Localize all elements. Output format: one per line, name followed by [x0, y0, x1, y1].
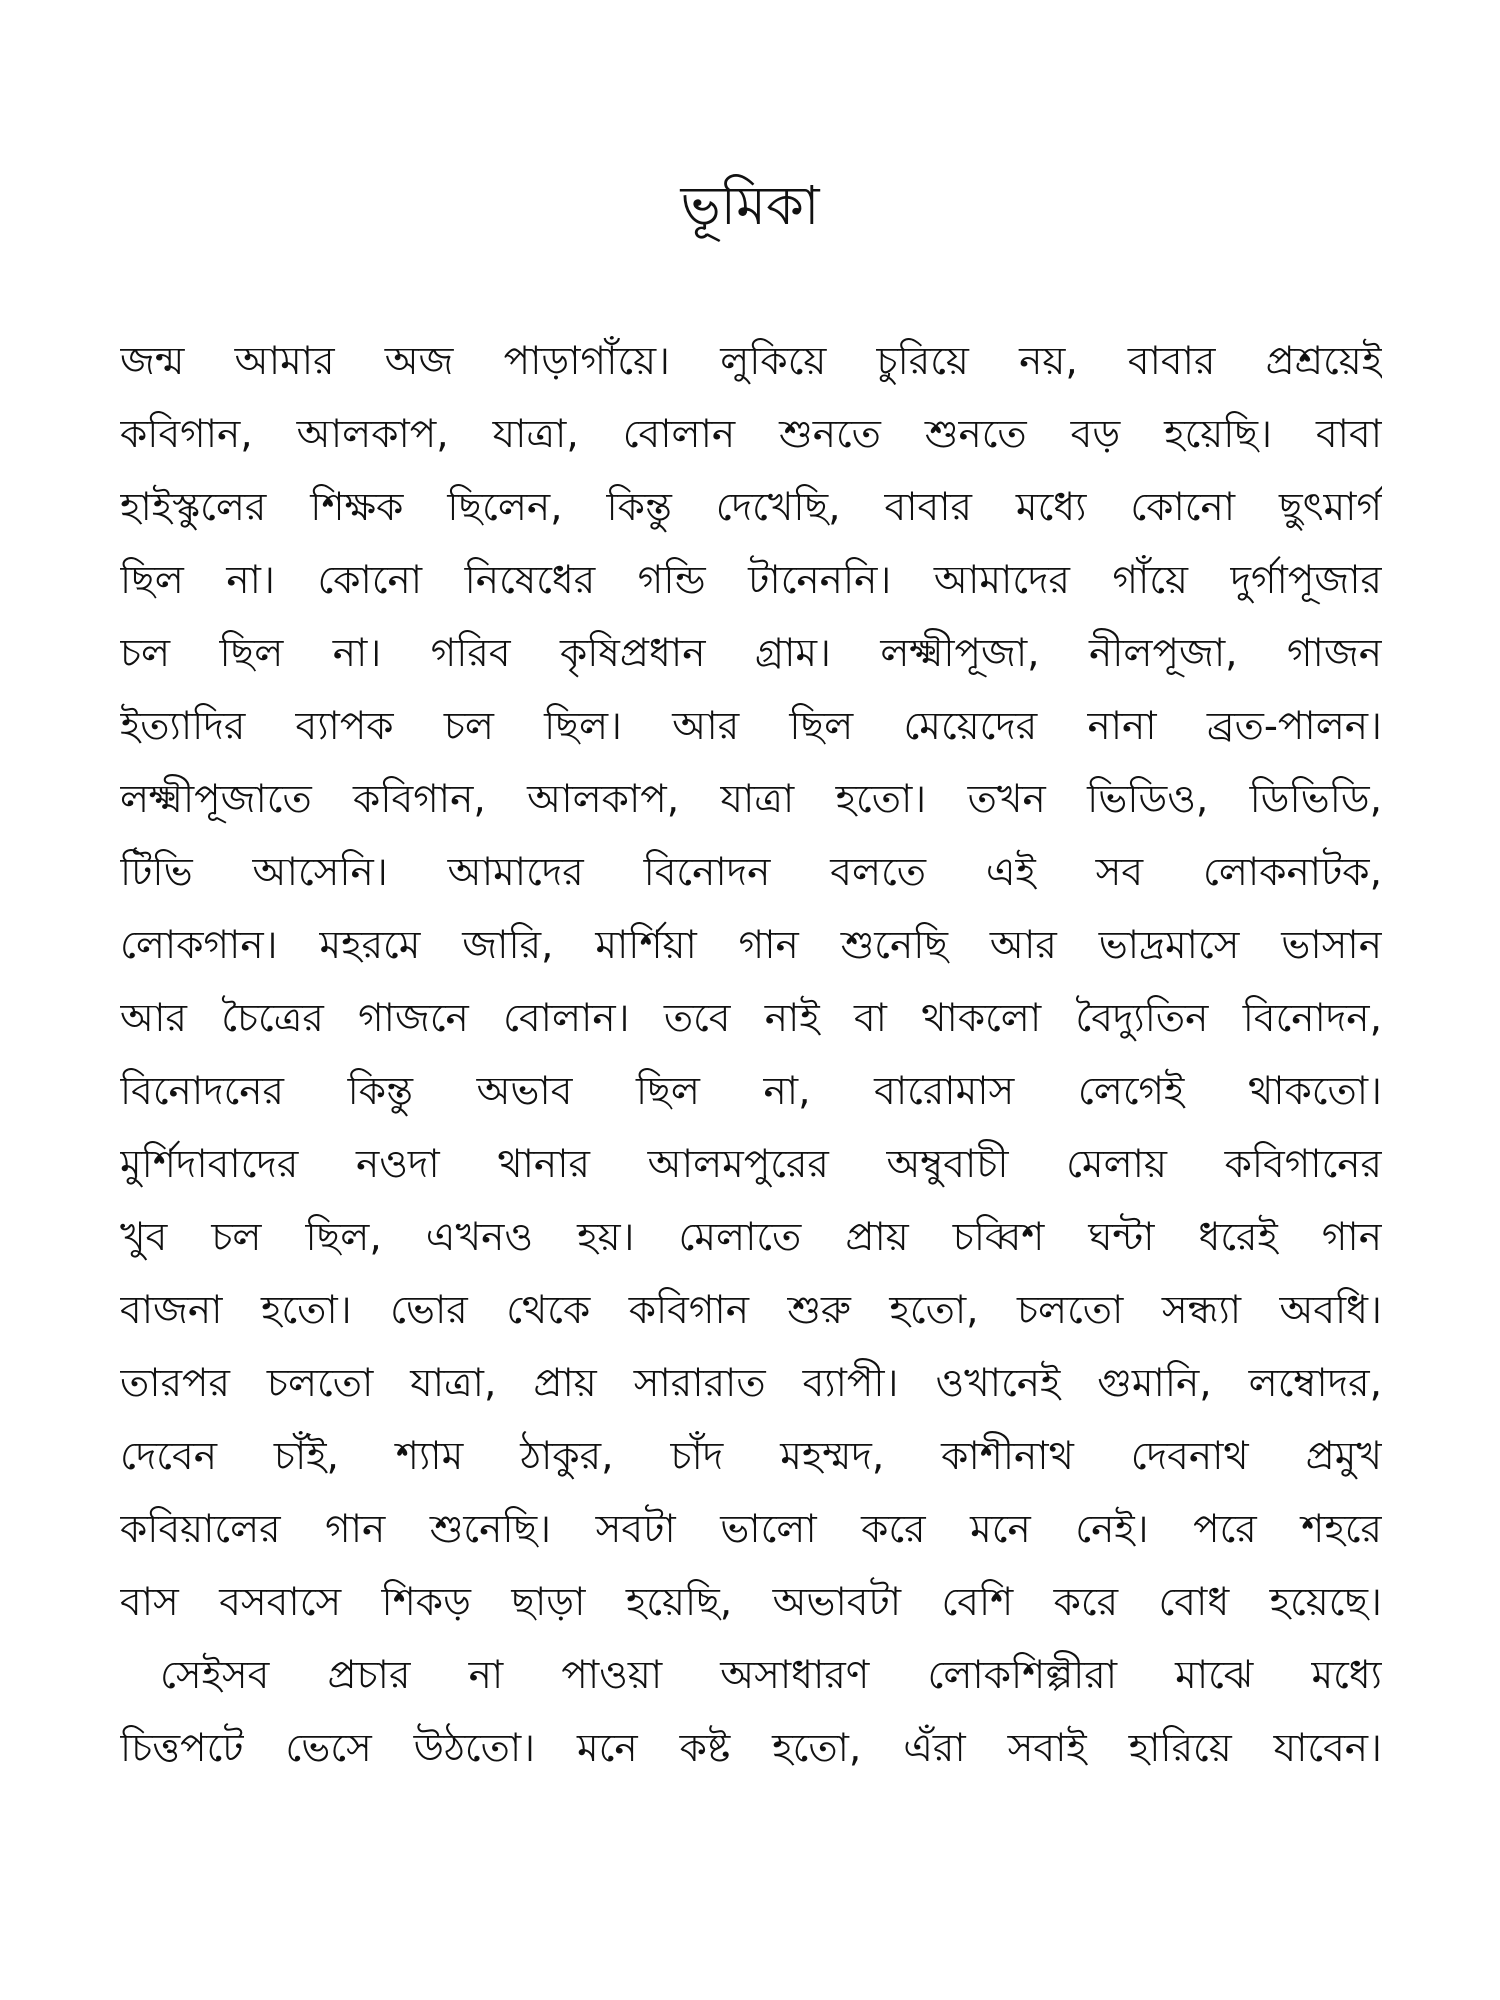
text-line: হাইস্কুলের শিক্ষক ছিলেন, কিন্তু দেখেছি, বাবার মধ্যে কোনো ছুৎমার্গ: [120, 485, 1382, 530]
text-line: খুব চল ছিল, এখনও হয়। মেলাতে প্রায় চব্বিশ ঘন্টা ধরেই গান: [120, 1215, 1382, 1260]
text-line: আর চৈত্রের গাজনে বোলান। তবে নাই বা থাকলো বৈদ্যুতিন বিনোদন,: [120, 996, 1382, 1041]
text-line: লোকগান। মহরমে জারি, মার্শিয়া গান শুনেছি আর ভাদ্রমাসে ভাসান: [120, 923, 1382, 968]
text-line: ইত্যাদির ব্যাপক চল ছিল। আর ছিল মেয়েদের নানা ব্রত-পালন।: [120, 704, 1382, 749]
text-line: ছিল না। কোনো নিষেধের গন্ডি টানেননি। আমাদের গাঁয়ে দুর্গাপূজার: [120, 558, 1382, 603]
body-text: [120, 325, 1382, 1785]
text-line: বাস বসবাসে শিকড় ছাড়া হয়েছি, অভাবটা বেশি করে বোধ হয়েছে।: [120, 1580, 1382, 1625]
text-line: জন্ম আমার অজ পাড়াগাঁয়ে। লুকিয়ে চুরিয়ে নয়, বাবার প্রশ্রয়েই: [120, 339, 1382, 384]
text-line: কবিয়ালের গান শুনেছি। সবটা ভালো করে মনে নেই। পরে শহরে: [120, 1507, 1382, 1552]
text-line: চিত্তপটে ভেসে উঠতো। মনে কষ্ট হতো, এঁরা সবাই হারিয়ে যাবেন।: [120, 1726, 1382, 1771]
text-line: কবিগান, আলকাপ, যাত্রা, বোলান শুনতে শুনতে বড় হয়েছি। বাবা: [120, 412, 1382, 457]
text-line: তারপর চলতো যাত্রা, প্রায় সারারাত ব্যাপী। ওখানেই গুমানি, লম্বোদর,: [120, 1361, 1382, 1406]
text-line: চল ছিল না। গরিব কৃষিপ্রধান গ্রাম। লক্ষ্মীপূজা, নীলপূজা, গাজন: [120, 631, 1382, 676]
text-line: দেবেন চাঁই, শ্যাম ঠাকুর, চাঁদ মহম্মদ, কাশীনাথ দেবনাথ প্রমুখ: [120, 1434, 1382, 1479]
text-line: সেইসব প্রচার না পাওয়া অসাধারণ লোকশিল্পীরা মাঝে মধ্যে: [160, 1653, 1382, 1698]
text-line: টিভি আসেনি। আমাদের বিনোদন বলতে এই সব লোকনাটক,: [120, 850, 1382, 895]
text-line: বাজনা হতো। ভোর থেকে কবিগান শুরু হতো, চলতো সন্ধ্যা অবধি।: [120, 1288, 1382, 1333]
text-line: বিনোদনের কিন্তু অভাব ছিল না, বারোমাস লেগেই থাকতো।: [120, 1069, 1382, 1114]
text-line: মুর্শিদাবাদের নওদা থানার আলমপুরের অম্বুবাচী মেলায় কবিগানের: [120, 1142, 1382, 1187]
page-title: ভূমিকা: [680, 174, 820, 237]
text-line: লক্ষ্মীপূজাতে কবিগান, আলকাপ, যাত্রা হতো। তখন ভিডিও, ডিভিডি,: [120, 777, 1382, 822]
